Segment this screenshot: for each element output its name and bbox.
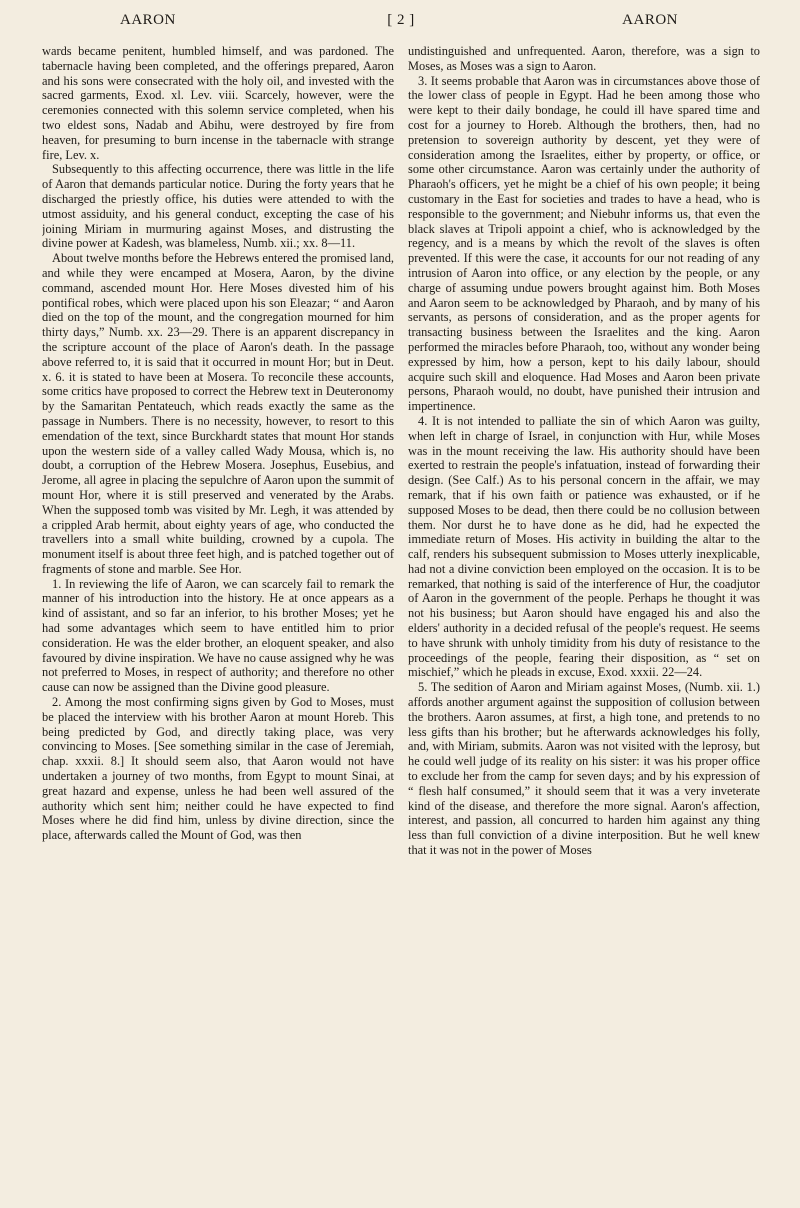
page-number: [ 2 ] <box>387 12 415 28</box>
text-columns <box>42 44 760 1200</box>
header-left-title: AARON <box>120 12 176 28</box>
paragraph: About twelve months before the Hebrews entered the promised land, and while they were encamped at Mosera, Aaron, by the divine command, ascended mount Hor. Here Moses divested him of his pontifical robes, which were placed upon his son Eleazar; “ and Aaron died on the top of the mount, and the congregation mourned for him thirty days,” Numb. xx. 23—29. There is an apparent discrepancy in the scripture account of the place of Aaron's death. In the passage above referred to, it is said that it occurred in mount Hor; but in Deut. x. 6. it is stated to have been at Mosera. To reconcile these accounts, some critics have proposed to correct the Hebrew text in Deuteronomy by the Samaritan Pentateuch, which reads exactly the same as the passage in Numbers. There is no necessity, however, to resort to this emendation of the text, since Burckhardt states that mount Hor stands upon the western side of a valley called Wady Mousa, which is, no doubt, a corruption of the Hebrew Mosera. Josephus, Eusebius, and Jerome, all agree in placing the sepulchre of Aaron upon the summit of mount Hor, where it is still preserved and venerated by the Arabs. When the supposed tomb was visited by Mr. Legh, it was attended by a crippled Arab hermit, about eighty years of age, who conducted the travellers into a small white building, crowned by a cupola. The monument itself is about three feet high, and is patched together out of fragments of stone and marble. See Hor. <box>42 251 394 576</box>
paragraph: 5. The sedition of Aaron and Miriam against Moses, (Numb. xii. 1.) affords another argument against the supposition of collusion between the brothers. Aaron assumes, at first, a high tone, and pretends to no less gifts than his brother; but he afterwards acknowledges his folly, and, with Miriam, submits. Aaron was not visited with the leprosy, but he could well judge of its reality on his sister: it was his proper office to exclude her from the camp for seven days; and by his expression of “ flesh half consumed,” it should seem that it was a very inveterate kind of the disease, and therefore the more signal. Aaron's affection, interest, and passion, all concurred to harden him against any thing less than full conviction of a divine interposition. But he well knew that it was not in the power of Moses <box>408 680 760 858</box>
paragraph: 1. In reviewing the life of Aaron, we can scarcely fail to remark the manner of his introduction into the history. He at once appears as a kind of assistant, and so far an inferior, to his brother Moses; yet he had some advantages which seem to have entitled him to prior consideration. He was the elder brother, an eloquent speaker, and also favoured by divine inspiration. We have no cause assigned why he was not preferred to Moses, in respect of authority; and therefore no other cause can now be assigned than the Divine good pleasure. <box>42 576 394 695</box>
running-header <box>42 12 760 38</box>
paragraph: Subsequently to this affecting occurrence, there was little in the life of Aaron that demands particular notice. During the forty years that he discharged the priestly office, his duties were attended to with the utmost assiduity, and his general conduct, excepting the case of his joining Miriam in murmuring against Moses, and distrusting the divine power at Kadesh, was blameless, Numb. xii.; xx. 8—11. <box>42 162 394 251</box>
paragraph: wards became penitent, humbled himself, and was pardoned. The tabernacle having been completed, and the offerings prepared, Aaron and his sons were consecrated with the holy oil, and invested with the sacred garments, Exod. xl. Lev. viii. Scarcely, however, were the ceremonies connected with this solemn service completed, when his two eldest sons, Nadab and Abihu, were destroyed by fire from heaven, for presuming to burn incense in the tabernacle with strange fire, Lev. x. <box>42 44 394 162</box>
paragraph: 4. It is not intended to palliate the sin of which Aaron was guilty, when left in charge of Israel, in conjunction with Hur, while Moses was in the mount receiving the law. His authority should have been exerted to restrain the people's infatuation, instead of forwarding their design. (See Calf.) As to his personal concern in the affair, we may remark, that if his own faith or patience was exhausted, or if he supposed Moses to be dead, then there could be no collusion between them. Nor durst he to have done as he did, had he expected the immediate return of Moses. His activity in building the altar to the calf, renders his subsequent submission to Moses utterly inexplicable, had not a divine conviction been employed on the occasion. It is to be remarked, that nothing is said of the interference of Hur, the coadjutor of Aaron in the government of the people. Perhaps he thought it was not his business; but Aaron should have engaged his and also the elders' authority in a decided refusal of the people's request. He seems to have shrunk with unholy timidity from his duty of resistance to the proceedings of the people, fearing their disposition, as “ set on mischief,” which he pleads in excuse, Exod. xxxii. 22—24. <box>408 413 760 680</box>
paragraph: undistinguished and unfrequented. Aaron, therefore, was a sign to Moses, as Moses was a sign to Aaron. <box>408 44 760 73</box>
header-right-title: AARON <box>622 12 678 28</box>
paragraph: 2. Among the most confirming signs given by God to Moses, must be placed the interview with his brother Aaron at mount Horeb. This being predicted by God, and directly taking place, was very convincing to Moses. [See something similar in the case of Jeremiah, chap. xxxii. 8.] It should seem also, that Aaron would not have undertaken a journey of two months, from Egypt to mount Sinai, at great hazard and expense, unless he had been well assured of the authority which sent him; neither could he have expected to find Moses where he did find him, unless by divine direction, since the place, afterwards called the Mount of God, was then <box>42 695 394 843</box>
right-column <box>408 44 760 1200</box>
paragraph: 3. It seems probable that Aaron was in circumstances above those of the lower class of people in Egypt. Had he been among those who were kept to their daily bondage, he could ill have spared time and cost for a journey to Horeb. Although the brothers, then, had no pretension to sovereign authority by descent, yet they were of consideration among the Israelites, either by property, or office, or some other circumstance. Aaron was certainly under the authority of Pharaoh's officers, yet he might be a chief of his own people; it being customary in the East for societies and trades to have a head, who is responsible to the government; and Niebuhr informs us, that even the black slaves at Tripoli appoint a chief, who is acknowledged by the regency, and is a means by which the revolt of the slaves is often prevented. If this were the case, it accounts for our not reading of any intrusion of Aaron into office, or any election by the people, or any charge of assuming undue powers brought against him. Both Moses and Aaron seem to be acknowledged by Pharaoh, and by many of his servants, as persons of consideration, and as the proper agents for transacting business between the Israelites and the king. Aaron performed the miracles before Pharaoh, too, without any wonder being expressed by him, how a person, kept to his daily labour, should acquire such skill and eloquence. Had Moses and Aaron been private persons, Pharaoh would, no doubt, have punished their intrusion and impertinence. <box>408 73 760 414</box>
left-column <box>42 44 394 1200</box>
